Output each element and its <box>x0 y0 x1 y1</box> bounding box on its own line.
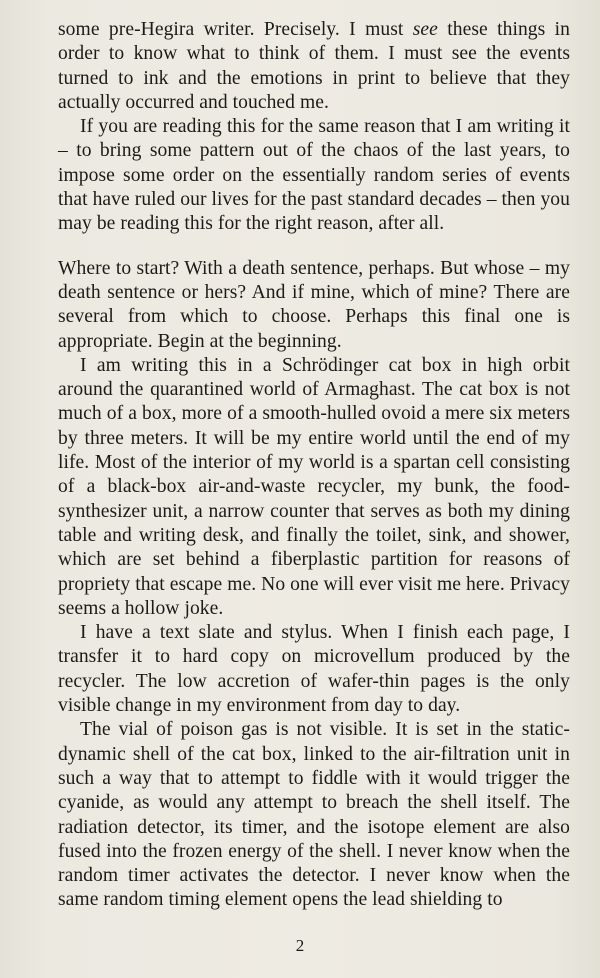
paragraph: I am writing this in a Schrödinger cat box in high orbit around the quarantined world of Armaghast. The cat box is not much of a box, more of a smooth-hulled ovoid a mere six meters by three meters. It will be my entire world until the end of my life. Most of the interior of my world is a spartan cell consisting of a black-box air-and-waste recycler, my bunk, the food-synthesizer unit, a narrow counter that serves as both my dining table and writing desk, and finally the toilet, sink, and shower, which are set behind a fiberplastic partition for reasons of propriety that escape me. No one will ever visit me here. Privacy seems a hollow joke. <box>58 354 570 619</box>
text-segment: some pre-Hegira writer. Precisely. I must <box>58 19 413 40</box>
paragraph-continued <box>58 18 570 115</box>
body-text <box>58 18 570 913</box>
paragraph-section-start: Where to start? With a death sentence, perhaps. But whose – my death sentence or hers? And if mine, which of mine? There are several from which to choose. Perhaps this final one is appropriate. Begin at the beginning. <box>58 257 570 352</box>
text-segment: these things in order to know what to think of them. I must see the events turned to ink and the emotions in print to believe that they actually occurred and touched me. <box>58 19 570 113</box>
emphasis-see: see <box>412 19 438 40</box>
paragraph: If you are reading this for the same reason that I am writing it – to bring some pattern out of the chaos of the last years, to impose some order on the essentially random series of events that have ruled our lives for the past standard decades – then you may be reading this for the right reason, after all. <box>58 116 570 235</box>
page-number: 2 <box>295 936 305 955</box>
paragraph: I have a text slate and stylus. When I finish each page, I transfer it to hard copy on microvellum produced by the recycler. The low accretion of wafer-thin pages is the only visible change in my environment from day to day. <box>58 622 570 717</box>
paragraph: The vial of poison gas is not visible. It is set in the static-dynamic shell of the cat box, linked to the air-filtration unit in such a way that to attempt to fiddle with it would trigger the cyanide, as would any attempt to breach the shell itself. The radiation detector, its timer, and the isotope element are also fused into the frozen energy of the shell. I never know when the random timer activates the detector. I never know when the same random timing element opens the lead shielding to <box>58 719 570 911</box>
